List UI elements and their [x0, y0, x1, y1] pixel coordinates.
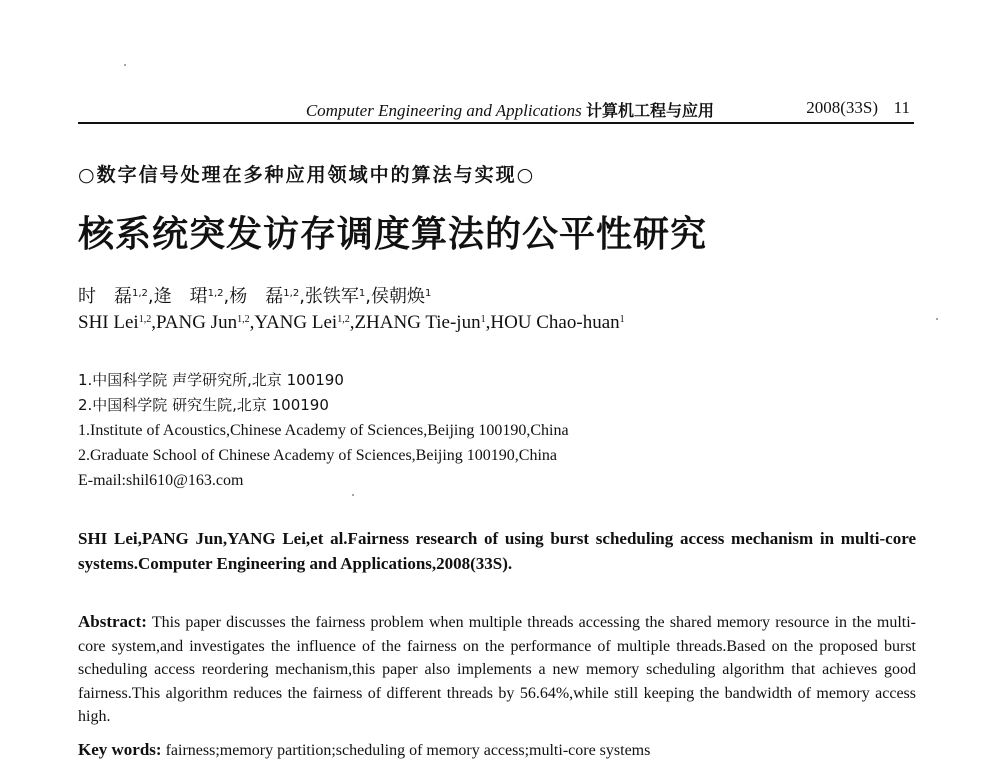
- issue-number: 2008(33S): [806, 98, 878, 117]
- author-en: ZHANG Tie-jun$^1$,: [354, 312, 491, 333]
- paper-title: 核系统突发访存调度算法的公平性研究: [78, 213, 708, 255]
- author-cn: 杨 磊$^{1,2}$,: [229, 286, 305, 307]
- abstract: [78, 610, 916, 729]
- author-en: YANG Lei$^{1,2}$,: [254, 312, 355, 333]
- affiliation-cn-2: 2.中国科学院 研究生院,北京 100190: [78, 396, 329, 414]
- abstract-text: This paper discusses the fairness problem when multiple threads accessing the shared memory resource in the multi-core system,and investigates the influence of the fairness on the performance of multiple threads.Based on the proposed burst scheduling access reordering mechanism,this paper also implements a new memory scheduling algorithm that achieves good fairness.This algorithm reduces the fairness of different threads by 56.64%,while still keeping the bandwidth of memory access high.: [78, 614, 917, 725]
- authors-chinese: [78, 282, 431, 308]
- affiliations: [78, 368, 569, 493]
- keywords-label: Key words:: [78, 740, 162, 759]
- affiliation-cn-1: 1.中国科学院 声学研究所,北京 100190: [78, 371, 344, 389]
- author-en: SHI Lei$^{1,2}$,: [78, 312, 156, 333]
- keywords-text: fairness;memory partition;scheduling of memory access;multi-core systems: [165, 742, 651, 759]
- authors-english: [78, 312, 625, 334]
- email: E-mail:shil610@163.com: [78, 472, 244, 489]
- column-title: ○数字信号处理在多种应用领域中的算法与实现○: [78, 164, 536, 186]
- page-number: 11: [893, 98, 910, 117]
- affiliation-en-1: 1.Institute of Acoustics,Chinese Academy of Sciences,Beijing 100190,China: [78, 422, 569, 439]
- scan-speck: [124, 64, 126, 66]
- journal-name: Computer Engineering and Applications 计算机工程与应用: [305, 101, 714, 120]
- abstract-label: Abstract:: [78, 612, 147, 631]
- author-cn: 时 磊$^{1,2}$,: [78, 286, 154, 307]
- keywords: [78, 740, 916, 760]
- scan-speck: [936, 318, 938, 320]
- scan-speck: [352, 494, 354, 496]
- journal-name-cn: 计算机工程与应用: [585, 101, 714, 120]
- affiliation-en-2: 2.Graduate School of Chinese Academy of Sciences,Beijing 100190,China: [78, 447, 558, 464]
- author-cn: 逄 珺$^{1,2}$,: [153, 286, 230, 307]
- citation: SHI Lei,PANG Jun,YANG Lei,et al.Fairness research of using burst scheduling access mechanism in multi-core systems.Computer Engineering and Applications,2008(33S).: [78, 529, 916, 573]
- author-en: HOU Chao-huan$^1$: [490, 312, 625, 333]
- author-en: PANG Jun$^{1,2}$,: [155, 312, 255, 333]
- author-cn: 侯朝焕$^1$: [371, 286, 432, 307]
- running-header: [78, 96, 914, 124]
- author-cn: 张铁军$^1$,: [304, 286, 372, 307]
